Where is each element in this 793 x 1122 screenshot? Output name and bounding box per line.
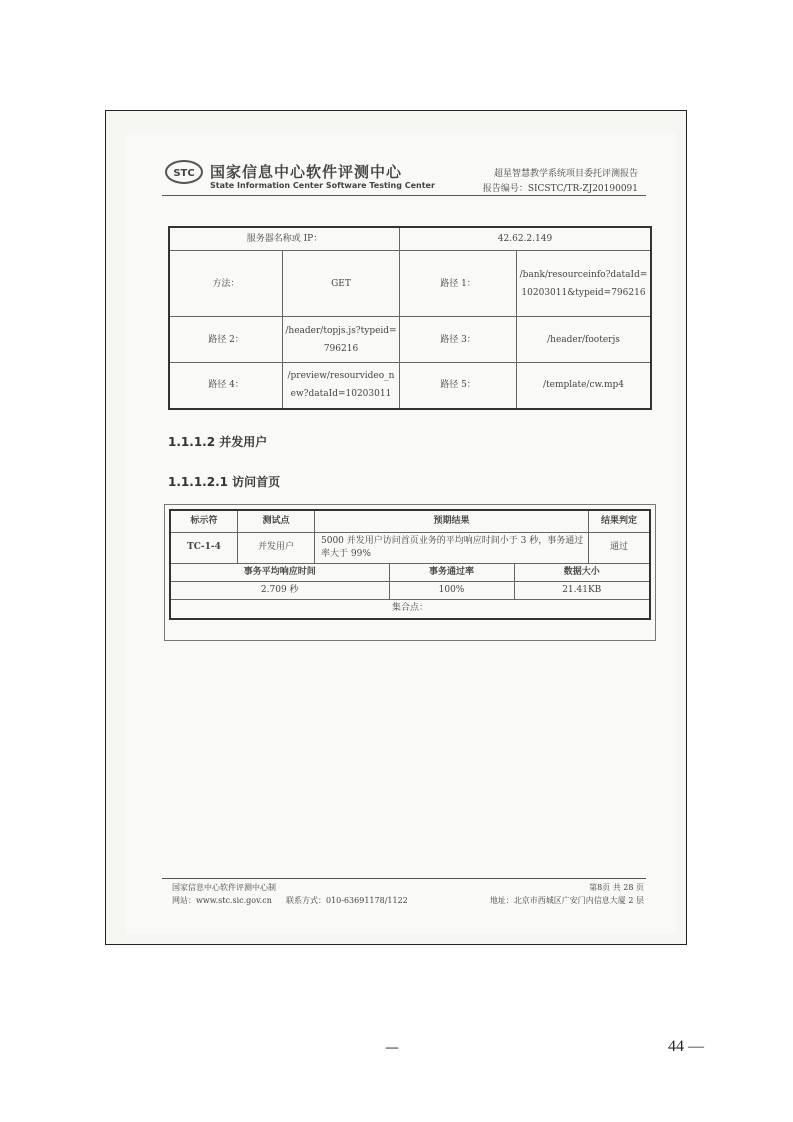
path3-label: 路径 3： — [400, 317, 517, 363]
metric-pass-rate: 100% — [389, 581, 514, 599]
footer-contact: 联系方式：010-63691178/1122 — [286, 896, 408, 905]
col-test-point: 测试点 — [238, 510, 315, 532]
footer-divider — [162, 878, 646, 879]
footer-page-info: 第8页 共 28 页 — [589, 883, 644, 892]
server-path-table — [168, 226, 652, 410]
path1-label: 路径 1： — [400, 251, 517, 317]
footer-address: 地址：北京市西城区广安门内信息大厦 2 层 — [489, 896, 644, 905]
section-heading-concurrent-users: 1.1.1.2 并发用户 — [168, 435, 268, 449]
test-case-frame — [164, 504, 656, 641]
row-verdict: 通过 — [589, 532, 651, 563]
scanned-page — [105, 110, 687, 945]
stc-logo — [164, 159, 204, 185]
report-number: 报告编号：SICSTC/TR-ZJ20190091 — [482, 184, 638, 194]
path1-value: /bank/resourceinfo?dataId=10203011&typeid=796216 — [517, 251, 652, 317]
footer-producer: 国家信息中心软件评测中心制 — [172, 883, 276, 892]
col-verdict: 结果判定 — [589, 510, 651, 532]
col-expected: 预期结果 — [315, 510, 589, 532]
report-title: 超星智慧教学系统项目委托评测报告 — [493, 169, 638, 179]
page-number: 44 — — [668, 1038, 704, 1055]
metric-data-size: 21.41KB — [514, 581, 650, 599]
path3-value: /header/footerjs — [517, 317, 652, 363]
logo-text: STC — [173, 168, 195, 179]
metric-col-avg-response: 事务平均响应时间 — [170, 563, 389, 581]
test-case-table — [169, 509, 651, 620]
path4-value: /preview/resourvideo_new?dataId=10203011 — [283, 363, 400, 409]
metric-col-pass-rate: 事务通过率 — [389, 563, 514, 581]
metric-avg-response: 2.709 秒 — [170, 581, 389, 599]
section-heading-visit-homepage: 1.1.1.2.1 访问首页 — [168, 475, 281, 489]
footer-website: 网站：www.stc.sic.gov.cn — [172, 896, 272, 905]
row-test-point: 并发用户 — [238, 532, 315, 563]
path2-label: 路径 2： — [169, 317, 283, 363]
page-dash: — — [385, 1040, 399, 1056]
col-id: 标示符 — [170, 510, 238, 532]
server-value: 42.62.2.149 — [400, 227, 652, 251]
header-divider — [162, 195, 646, 196]
server-label: 服务器名称或 IP： — [169, 227, 400, 251]
row-expected: 5000 并发用户访问首页业务的平均响应时间小于 3 秒，事务通过率大于 99% — [315, 532, 589, 563]
org-name-en: State Information Center Software Testing Center — [210, 181, 435, 190]
rendezvous-point: 集合点： — [170, 599, 650, 619]
path5-value: /template/cw.mp4 — [517, 363, 652, 409]
path2-value: /header/topjs.js?typeid=796216 — [283, 317, 400, 363]
path5-label: 路径 5： — [400, 363, 517, 409]
method-label: 方法： — [169, 251, 283, 317]
path4-label: 路径 4： — [169, 363, 283, 409]
method-value: GET — [283, 251, 400, 317]
metric-col-data-size: 数据大小 — [514, 563, 650, 581]
row-id: TC-1-4 — [170, 532, 238, 563]
org-name-cn: 国家信息中心软件评测中心 — [210, 163, 403, 181]
